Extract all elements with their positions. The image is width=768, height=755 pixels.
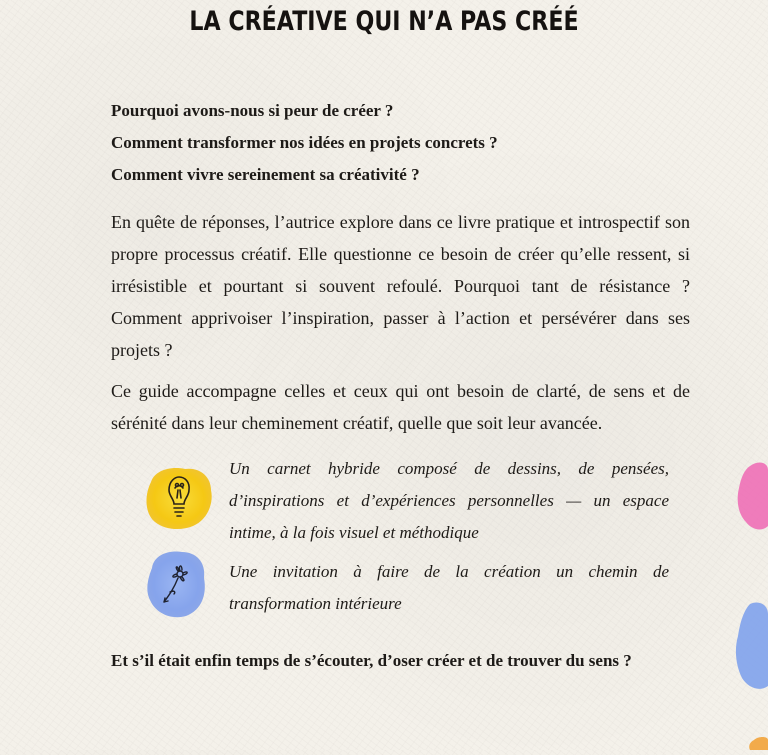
intro-paragraph: En quête de réponses, l’autrice explore dans ce livre pratique et introspectif son propre processus créatif. Elle questionne ce besoin de créer qu’elle ressent, si irrésistible et pourtant si souvent refoulé. Pourquoi tant de résistance ? Comment apprivoiser l’inspiration, passer à l’action et persévérer dans ses projets ? [111,212,690,360]
guide-paragraph: Ce guide accompagne celles et ceux qui ont besoin de clarté, de sens et de sérénité dans leur cheminement créatif, quelle que soit leur avancée. [111,381,690,433]
question-2: Comment transformer nos idées en projets concrets ? [111,133,498,152]
blue-watercolor-splash [734,600,768,692]
pink-watercolor-splash [736,460,768,532]
questions-list [111,95,701,191]
feature-2-text: Une invitation à faire de la création un chemin de transformation intérieure [229,562,669,613]
feature-1-text: Un carnet hybride composé de dessins, de pensées, d’inspirations et d’expériences personnelles — un espace intime, à la fois visuel et méthodique [229,459,669,542]
orange-watercolor-splash [748,736,768,750]
question-3: Comment vivre sereinement sa créativité ? [111,165,420,184]
header [0,0,768,50]
flower-icon [144,548,208,620]
question-1: Pourquoi avons-nous si peur de créer ? [111,101,394,120]
closing-question: Et s’il était enfin temps de s’écouter, d’oser créer et de trouver du sens ? [111,651,632,670]
lightbulb-icon [141,464,215,532]
page-title: LA CRÉATIVE QUI N’A PAS CRÉÉ [189,6,579,37]
